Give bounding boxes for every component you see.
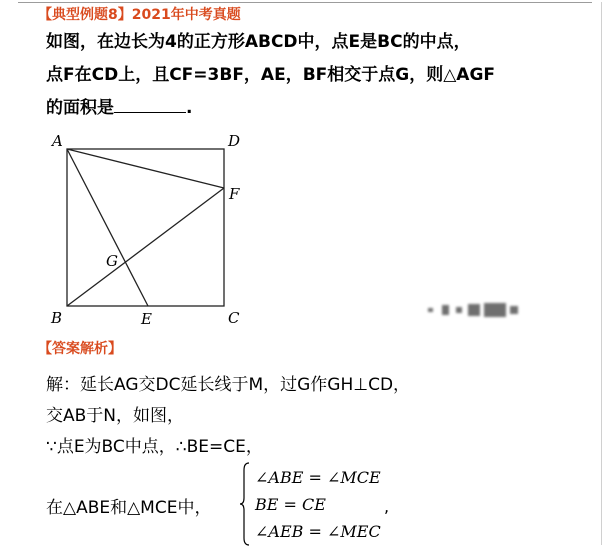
label-c: C [228,309,240,327]
blurred-watermark [428,302,520,318]
equation-3: ∠AEB = ∠MEC [255,522,381,541]
solution-line-3: ∵点E为BC中点，∴BE=CE， [46,437,263,457]
equation-1: ∠ABE = ∠MCE [255,468,381,487]
square-abcd [67,149,224,306]
solution-line-4: 在△ABE和△MCE中， [46,498,212,518]
label-g: G [106,252,118,270]
label-f: F [229,185,240,203]
label-b: B [51,309,63,327]
answer-tag: 【答案解析】 [38,341,122,357]
problem-line-1: 如图，在边长为4的正方形ABCD中，点E是BC的中点， [46,32,471,52]
segment-ae [67,149,148,306]
problem-line-3-suffix: . [186,98,193,118]
segment-bf [67,188,224,306]
solution-line-2: 交AB于N，如图， [46,406,185,426]
problem-line-3-prefix: 的面积是 [46,98,114,118]
label-e: E [141,310,152,328]
segment-af [67,149,224,188]
label-a: A [52,132,63,150]
equation-2: BE = CE [255,495,326,514]
equation-system [255,465,381,544]
problem-line-2: 点F在CD上，且CF=3BF，AE，BF相交于点G，则△AGF [46,65,496,85]
system-brace [240,462,250,546]
solution-line-1: 解：延长AG交DC延长线于M，过G作GH⊥CD， [46,375,411,395]
system-comma: , [384,497,390,516]
label-d: D [228,132,241,150]
example-tag: 【典型例题8】2021年中考真题 [38,7,241,23]
